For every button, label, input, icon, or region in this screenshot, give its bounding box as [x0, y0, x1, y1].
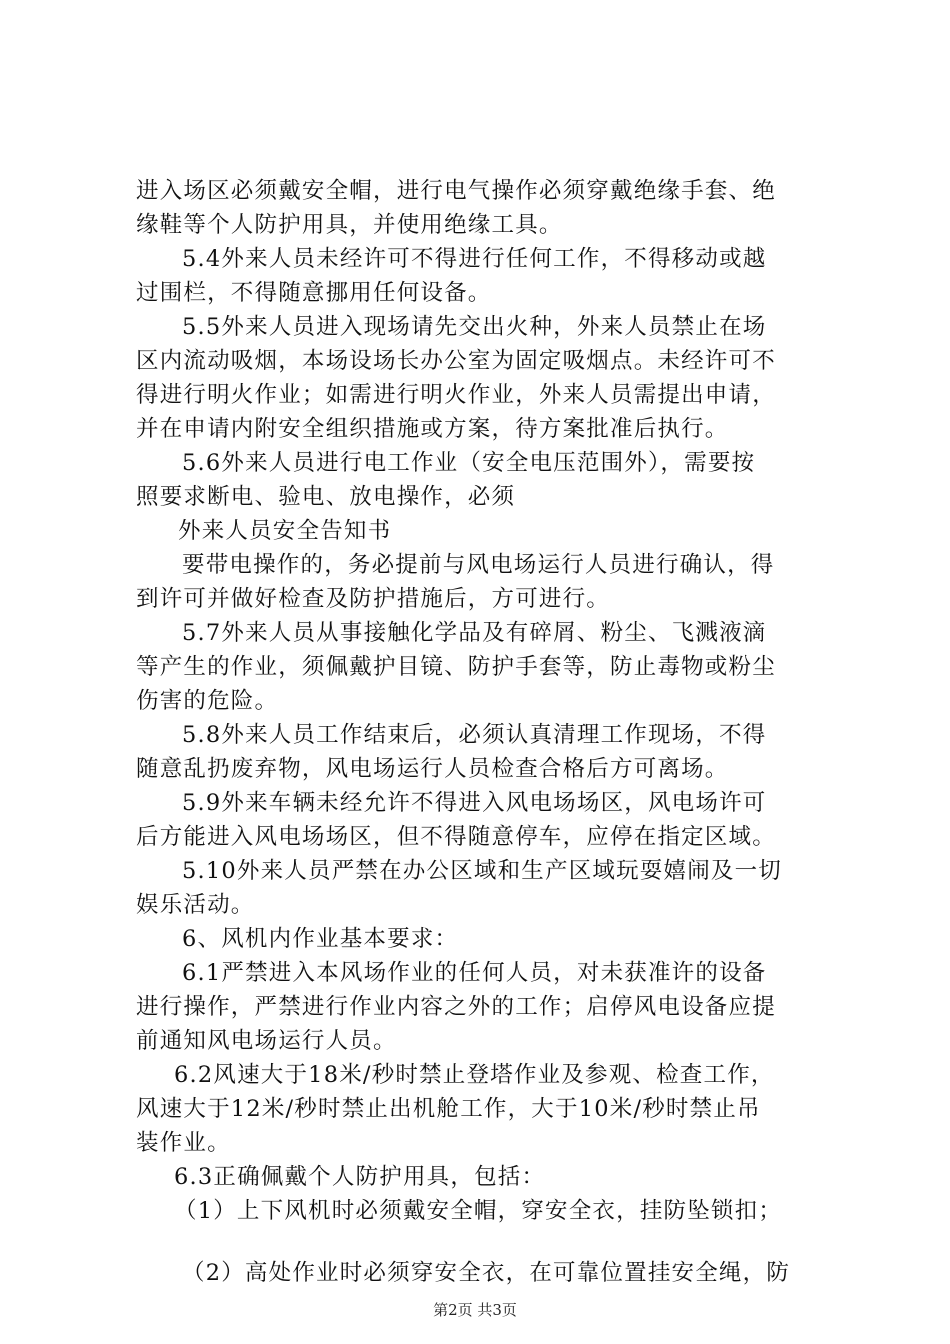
- text-line: 区内流动吸烟，本场设场长办公室为固定吸烟点。未经许可不: [136, 348, 776, 374]
- text-line: 装作业。: [136, 1130, 231, 1156]
- text-line: 风速大于12米/秒时禁止出机舱工作，大于10米/秒时禁止吊: [136, 1096, 761, 1122]
- text-line: 6.3正确佩戴个人防护用具，包括：: [174, 1164, 546, 1190]
- text-line: 进入场区必须戴安全帽，进行电气操作必须穿戴绝缘手套、绝: [136, 178, 776, 204]
- text-line: 后方能进入风电场场区，但不得随意停车，应停在指定区域。: [136, 824, 776, 850]
- list-item: （1）上下风机时必须戴安全帽，穿安全衣，挂防坠锁扣；: [174, 1198, 783, 1224]
- text-line: 要带电操作的，务必提前与风电场运行人员进行确认，得: [182, 552, 775, 578]
- text-line: 缘鞋等个人防护用具，并使用绝缘工具。: [136, 212, 563, 238]
- page-number-footer: 第2页 共3页: [433, 1301, 517, 1319]
- text-line: 随意乱扔废弃物，风电场运行人员检查合格后方可离场。: [136, 756, 729, 782]
- text-line: 照要求断电、验电、放电操作，必须: [136, 484, 516, 510]
- text-line: 6.2风速大于18米/秒时禁止登塔作业及参观、检查工作，: [174, 1062, 775, 1088]
- text-line: 得进行明火作业；如需进行明火作业，外来人员需提出申请，: [136, 382, 776, 408]
- text-line: 到许可并做好检查及防护措施后，方可进行。: [136, 586, 611, 612]
- list-item: （2）高处作业时必须穿安全衣，在可靠位置挂安全绳，防: [182, 1260, 791, 1286]
- section-heading: 6、风机内作业基本要求：: [182, 926, 459, 952]
- text-line: 5.5外来人员进入现场请先交出火种，外来人员禁止在场: [182, 314, 767, 340]
- text-line: 5.10外来人员严禁在办公区域和生产区域玩耍嬉闹及一切: [182, 858, 782, 884]
- text-line: 伤害的危险。: [136, 688, 279, 714]
- text-line: 5.7外来人员从事接触化学品及有碎屑、粉尘、飞溅液滴: [182, 620, 767, 646]
- text-line: 过围栏，不得随意挪用任何设备。: [136, 280, 492, 306]
- text-line: 等产生的作业，须佩戴护目镜、防护手套等，防止毒物或粉尘: [136, 654, 776, 680]
- text-line: 前通知风电场运行人员。: [136, 1028, 397, 1054]
- text-line: 5.6外来人员进行电工作业（安全电压范围外），需要按: [182, 450, 756, 476]
- embedded-heading: 外来人员安全告知书: [178, 518, 392, 544]
- text-line: 并在申请内附安全组织措施或方案，待方案批准后执行。: [136, 416, 729, 442]
- text-line: 娱乐活动。: [136, 892, 255, 918]
- text-line: 5.4外来人员未经许可不得进行任何工作，不得移动或越: [182, 246, 767, 272]
- text-line: 5.9外来车辆未经允许不得进入风电场场区，风电场许可: [182, 790, 767, 816]
- text-line: 5.8外来人员工作结束后，必须认真清理工作现场，不得: [182, 722, 767, 748]
- text-line: 6.1严禁进入本风场作业的任何人员，对未获准许的设备: [182, 960, 767, 986]
- text-line: 进行操作，严禁进行作业内容之外的工作；启停风电设备应提: [136, 994, 776, 1020]
